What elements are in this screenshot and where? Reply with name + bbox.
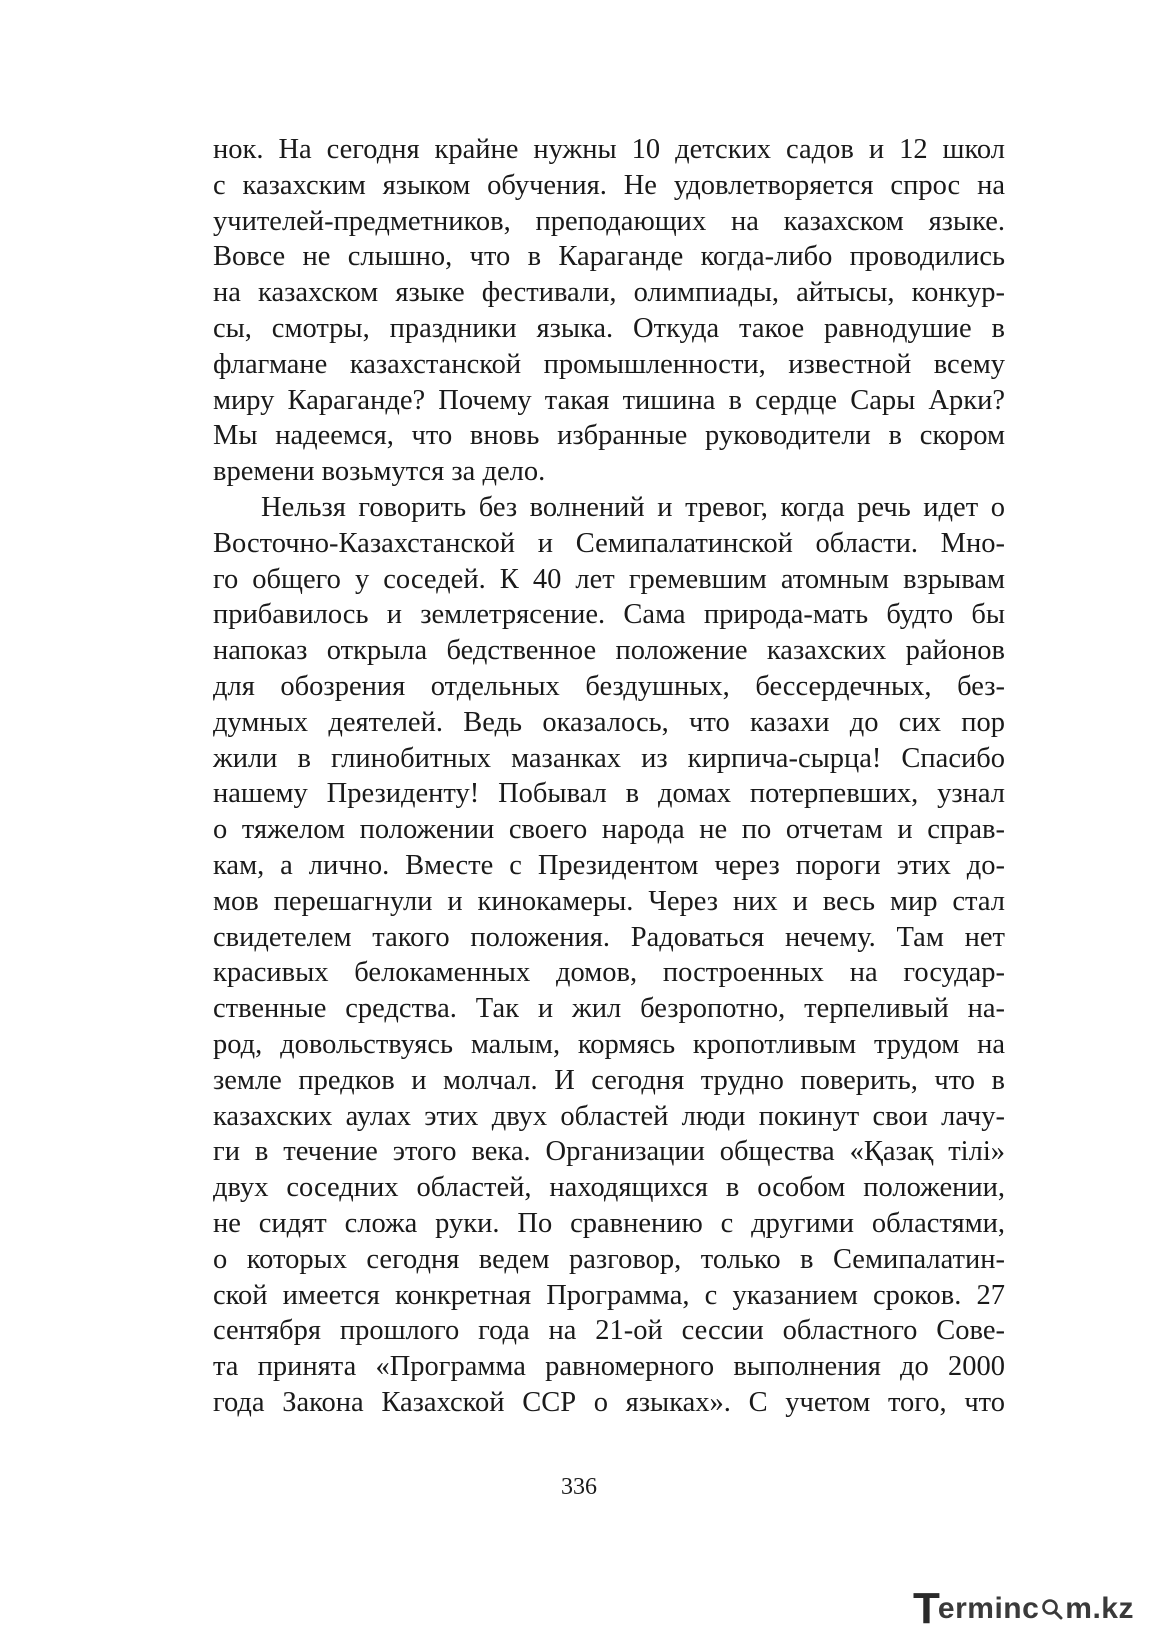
text-line: с казахским языком обучения. Не удовлетворяется спрос на — [213, 169, 1005, 201]
magnifier-icon — [1041, 1598, 1063, 1620]
text-line: двух соседних областей, находящихся в особом положении, — [213, 1172, 1005, 1204]
text-line: ственные средства. Так и жил безропотно, терпеливый на- — [213, 993, 1005, 1025]
text-line: сентября прошлого года на 21-ой сессии областного Сове- — [213, 1315, 1005, 1347]
page-number: 336 — [561, 1474, 597, 1500]
watermark-text-end: m.kz — [1065, 1592, 1134, 1625]
text-line: о тяжелом положении своего народа не по отчетам и справ- — [213, 814, 1005, 846]
watermark-text-start: erminc — [937, 1592, 1040, 1625]
text-line: сы, смотры, праздники языка. Откуда такое равнодушие в — [213, 312, 1005, 344]
text-line: кам, а лично. Вместе с Президентом через пороги этих до- — [213, 849, 1005, 881]
text-line: жили в глинобитных мазанках из кирпича-сырца! Спасибо — [213, 742, 1005, 774]
paragraph-2 — [213, 490, 1005, 1421]
text-line: учителей-предметников, преподающих на казахском языке. — [213, 205, 1005, 237]
paragraph-1 — [213, 132, 1005, 490]
text-line: Нельзя говорить без волнений и тревог, когда речь идет о — [261, 491, 1005, 523]
text-line: года Закона Казахской ССР о языках». С учетом того, что — [213, 1386, 1005, 1418]
text-line: о которых сегодня ведем разговор, только в Семипалатин- — [213, 1243, 1005, 1275]
text-line: мов перешагнули и кинокамеры. Через них и весь мир стал — [213, 885, 1005, 917]
text-line: не сидят сложа руки. По сравнению с другими областями, — [213, 1207, 1005, 1239]
text-line: Мы надеемся, что вновь избранные руководители в скором — [213, 420, 1005, 452]
document-body — [213, 132, 1005, 1421]
text-line: нашему Президенту! Побывал в домах потерпевших, узнал — [213, 778, 1005, 810]
text-line: та принята «Программа равномерного выполнения до 2000 — [213, 1351, 1005, 1383]
text-line: казахских аулах этих двух областей люди покинут свои лачу- — [213, 1100, 1005, 1132]
watermark-logo — [913, 1584, 1134, 1633]
text-line: ской имеется конкретная Программа, с указанием сроков. 27 — [213, 1279, 1005, 1311]
text-line: земле предков и молчал. И сегодня трудно поверить, что в — [213, 1064, 1005, 1096]
text-line: род, довольствуясь малым, кормясь кропотливым трудом на — [213, 1028, 1005, 1060]
text-line: Восточно-Казахстанской и Семипалатинской области. Мно- — [213, 527, 1005, 559]
watermark-letter: T — [913, 1584, 940, 1633]
text-line: миру Караганде? Почему такая тишина в сердце Сары Арки? — [213, 384, 1005, 416]
text-line: для обозрения отдельных бездушных, бессердечных, без- — [213, 670, 1005, 702]
text-line: на казахском языке фестивали, олимпиады, айтысы, конкур- — [213, 277, 1005, 309]
text-line: Вовсе не слышно, что в Караганде когда-либо проводились — [213, 241, 1005, 273]
text-line: ги в течение этого века. Организации общества «Қазақ тілі» — [213, 1136, 1005, 1168]
text-line: флагмане казахстанской промышленности, известной всему — [213, 348, 1005, 380]
text-line: свидетелем такого положения. Радоваться нечему. Там нет — [213, 921, 1005, 953]
text-line: времени возьмутся за дело. — [213, 456, 546, 488]
text-line: нок. На сегодня крайне нужны 10 детских садов и 12 школ — [213, 134, 1005, 165]
text-line: напоказ открыла бедственное положение казахских районов — [213, 635, 1005, 667]
text-line: го общего у соседей. К 40 лет гремевшим атомным взрывам — [213, 563, 1005, 595]
text-line: думных деятелей. Ведь оказалось, что казахи до сих пор — [213, 706, 1005, 738]
text-line: красивых белокаменных домов, построенных на государ- — [213, 957, 1005, 989]
text-line: прибавилось и землетрясение. Сама природа-мать будто бы — [213, 599, 1005, 631]
